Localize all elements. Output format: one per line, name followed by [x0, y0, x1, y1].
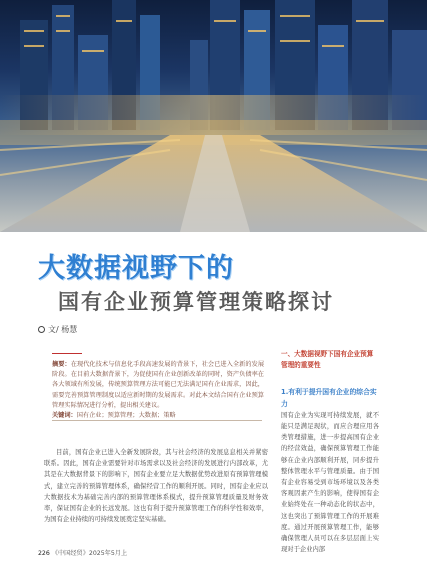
author-line	[38, 324, 77, 335]
abstract-label: 摘要：	[52, 361, 71, 368]
right-column	[281, 349, 379, 555]
keywords-label: 关键词：	[52, 412, 77, 420]
right-column-text: 国有企业为实现可持续发展，就不能只是满足现状，而应合理应用各类管理措施，进一步提高国有企业的经营效益，确保预算管理工作能够在企业内部顺利开展，同步提升整体管理水平与管理质量。由于国有企业容易受到市场环境以及各类客观因素产生的影响，使得国有企业始终处在一种动态化的状态中，这也突出了预算管理工作的开展难度。通过开展预算管理工作，能够确保管理人员可以在多层层面上实现对于企业内部	[281, 411, 379, 554]
author-name: 文/ 杨慧	[48, 325, 78, 334]
page-number: 226	[38, 550, 50, 557]
article-title-sub: 国有企业预算管理策略探讨	[58, 290, 334, 314]
abstract-block	[52, 360, 264, 421]
article-title-main: 大数据视野下的	[38, 253, 234, 284]
keywords-text: 国有企业；预算管理；大数据；策略	[76, 412, 176, 420]
page-footer	[38, 548, 127, 557]
subsection-heading: 1.有利于提升国有企业的综合实力	[281, 388, 377, 408]
hero-city-image	[0, 0, 427, 232]
abstract-top-rule	[52, 353, 82, 354]
abstract-bottom-rule	[52, 420, 262, 421]
body-paragraph-left: 目前，国有企业已进入全新发展阶段，其与社会经济的发展息息相关并紧密联系。因此，国有企业需要针对市场需求以及社会经济的发展进行内部改革，尤其是在大数据背景下的影响下，国有企业要立足大数据优势改进原有预算管理模式，建立完善的预算管理体系，确保经营工作的顺利开展。同时，国有企业应以大数据技术为基础完善内部的预算管理体系模式，提升预算管理质量及财务效率，保证国有企业的长远发展。这也有利于提升预算管理工作的科学性和效率，为国有企业持续的可持续发展奠定坚实基础。	[44, 449, 268, 524]
section-heading: 一、大数据视野下国有企业预算管理的重要性	[281, 350, 374, 370]
bullet-circle-icon	[38, 326, 45, 333]
city-skyline-illustration	[0, 0, 427, 232]
abstract-text: 在现代化技术与信息化手段高速发展的背景下，社会已进入全新的发展阶段。在目前大数据背景下，为促使国有企业创新改革的同时，资产负债率在各大领域有所发展，传统预算管理方法可能已无法满足国有企业需求，因此，需要完善预算管理制度以适应新时期的发展需求。对此本文结合国有企业预算管理实际情况进行分析，提出相关建议。	[52, 361, 265, 409]
journal-name: 《中国经贸》2025年5月上	[51, 550, 128, 557]
